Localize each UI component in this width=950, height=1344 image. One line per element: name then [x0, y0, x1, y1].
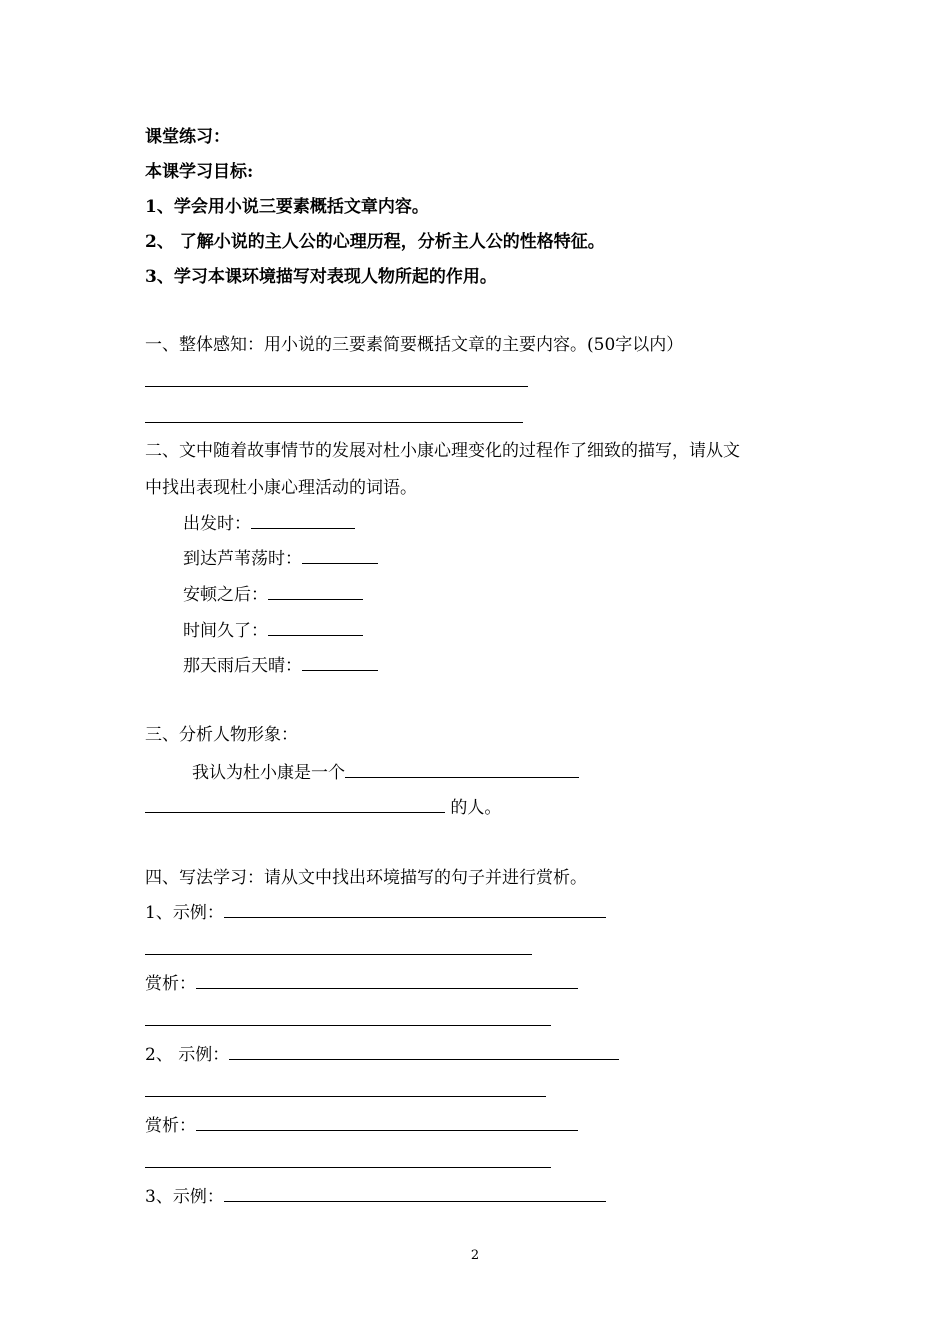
- example-label: 2、 示例：: [145, 1045, 230, 1065]
- answer-blank[interactable]: [196, 1115, 578, 1131]
- character-prefix: 我认为杜小康是一个: [192, 763, 345, 783]
- answer-blank[interactable]: [224, 902, 606, 918]
- answer-blank[interactable]: [268, 584, 363, 600]
- answer-blank[interactable]: [268, 620, 363, 636]
- character-suffix: 的人。: [450, 798, 502, 818]
- goals-title: 本课学习目标:: [145, 162, 254, 182]
- answer-blank[interactable]: [196, 973, 578, 989]
- example-label: 1、示例：: [145, 903, 224, 923]
- example3-line: [145, 1186, 606, 1208]
- item-label: 安顿之后：: [183, 585, 268, 605]
- goal-3: 3、学习本课环境描写对表现人物所起的作用。: [145, 267, 497, 287]
- analysis1-line: [145, 973, 578, 995]
- item-after-rain: [183, 655, 378, 677]
- item-departure: [183, 513, 355, 535]
- section4-title: 四、写法学习：请从文中找出环境描写的句子并进行赏析。: [145, 868, 587, 888]
- item-label: 出发时：: [183, 514, 251, 534]
- answer-line[interactable]: [145, 386, 528, 387]
- analysis-label: 赏析：: [145, 974, 196, 994]
- character-line1: [192, 762, 579, 784]
- page-number: 2: [470, 1248, 480, 1263]
- answer-line[interactable]: [145, 1025, 551, 1026]
- example1-line: [145, 902, 606, 924]
- section2-question-line1: 二、文中随着故事情节的发展对杜小康心理变化的过程作了细致的描写，请从文: [145, 441, 740, 461]
- answer-blank[interactable]: [302, 548, 378, 564]
- answer-blank[interactable]: [345, 762, 579, 778]
- character-line2: [145, 797, 501, 819]
- item-label: 到达芦苇荡时：: [183, 549, 302, 569]
- answer-blank[interactable]: [302, 655, 378, 671]
- analysis-label: 赏析：: [145, 1116, 196, 1136]
- answer-blank[interactable]: [251, 513, 355, 529]
- section2-question-line2: 中找出表现杜小康心理活动的词语。: [145, 478, 417, 498]
- answer-line[interactable]: [145, 422, 523, 423]
- exercise-title: 课堂练习：: [145, 127, 230, 147]
- item-label: 时间久了：: [183, 621, 268, 641]
- section3-title: 三、分析人物形象：: [145, 725, 298, 745]
- section1-question: 一、整体感知：用小说的三要素简要概括文章的主要内容。(50字以内）: [145, 335, 684, 355]
- example2-line: [145, 1044, 619, 1066]
- answer-line[interactable]: [145, 1096, 546, 1097]
- analysis2-line: [145, 1115, 578, 1137]
- answer-line[interactable]: [145, 1167, 551, 1168]
- example-label: 3、示例：: [145, 1187, 224, 1207]
- answer-blank[interactable]: [229, 1044, 619, 1060]
- item-arrival: [183, 548, 378, 570]
- answer-line[interactable]: [145, 954, 532, 955]
- item-settled: [183, 584, 363, 606]
- item-label: 那天雨后天晴：: [183, 656, 302, 676]
- answer-blank[interactable]: [145, 797, 445, 813]
- item-long-time: [183, 620, 363, 642]
- goal-2: 2、 了解小说的主人公的心理历程，分析主人公的性格特征。: [145, 232, 605, 252]
- answer-blank[interactable]: [224, 1186, 606, 1202]
- goal-1: 1、学会用小说三要素概括文章内容。: [145, 197, 429, 217]
